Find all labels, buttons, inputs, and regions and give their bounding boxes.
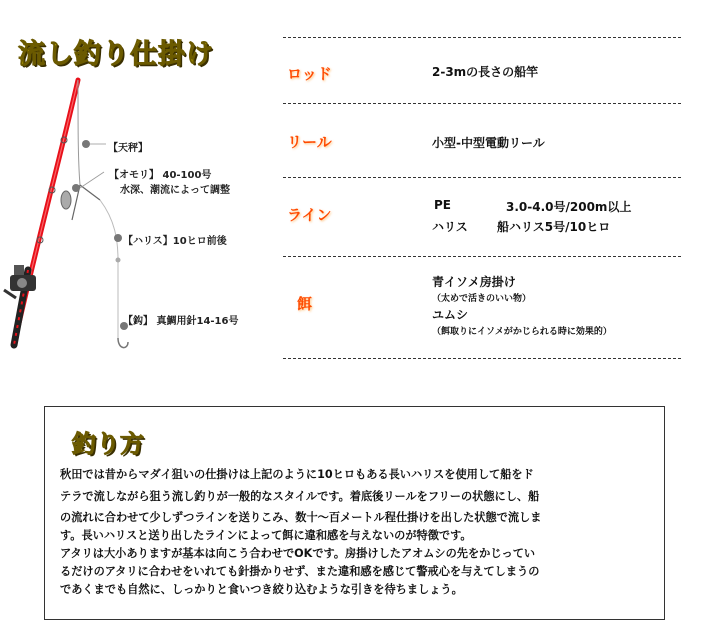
- spec-bait-item2-note: （餌取りにイソメがかじられる時に効果的）: [432, 327, 612, 337]
- method-line: す。長いハリスと送り出したラインによって餌に違和感を与えないのが特徴です。: [60, 529, 472, 542]
- method-line: 秋田では昔からマダイ狙いの仕掛けは上記のように10ヒロもある長いハリスを使用して船をド: [60, 468, 534, 481]
- spec-bait-item1-note: （太めで活きのいい物）: [432, 294, 532, 304]
- rod-illustration: [4, 80, 78, 345]
- method-line: の流れに合わせて少しずつラインを送りこみ、数十～百メートル程仕掛けを出した状態で流しま: [60, 511, 542, 524]
- spec-label-line: ライン: [287, 206, 332, 224]
- spec-bait-item1: 青イソメ房掛け: [432, 275, 516, 289]
- label-harisu: 【ハリス】10ヒロ前後: [123, 236, 227, 247]
- spec-label-rod: ロッド: [287, 65, 332, 83]
- spec-line-harisu-name: ハリス: [432, 220, 468, 234]
- label-tenbin: 【天秤】: [108, 143, 148, 154]
- divider: [283, 256, 681, 257]
- method-title: 釣り方: [72, 430, 144, 458]
- label-hari: 【鈎】 真鯛用針14-16号: [123, 316, 239, 327]
- spec-label-reel: リール: [287, 133, 332, 151]
- method-line: るだけのアタリに合わせをいれても針掛かりせず、また違和感を感じて警戒心を与えてしまうの: [60, 565, 540, 578]
- omori-marker: [72, 184, 80, 192]
- divider: [283, 177, 681, 178]
- method-line: テラで流しながら狙う流し釣りが一般的なスタイルです。着底後リールをフリーの状態にし、船: [60, 490, 540, 503]
- spec-label-bait: 餌: [297, 295, 313, 313]
- tenbin-marker: [82, 140, 90, 148]
- divider: [283, 103, 681, 104]
- label-omori-note: 水深、潮流によって調整: [120, 185, 230, 196]
- spec-value-rod: 2-3mの長さの船竿: [432, 65, 539, 79]
- divider: [283, 37, 681, 38]
- method-line: アタリは大小ありますが基本は向こう合わせでOKです。房掛けしたアオムシの先をかじってい: [60, 547, 536, 560]
- spec-value-reel: 小型-中型電動リール: [432, 136, 545, 150]
- label-omori: 【オモリ】 40-100号: [109, 170, 212, 181]
- page-title: 流し釣り仕掛け: [18, 39, 214, 70]
- divider: [283, 358, 681, 359]
- spec-bait-item2: ユムシ: [432, 308, 469, 322]
- spec-line-pe-name: PE: [434, 198, 451, 212]
- spec-line-harisu-value: 船ハリス5号/10ヒロ: [497, 220, 611, 234]
- spec-line-pe-value: 3.0-4.0号/200m以上: [506, 200, 632, 214]
- method-line: であくまでも自然に、しっかりと食いつき絞り込むような引きを待ちましょう。: [60, 583, 463, 596]
- harisu-marker: [114, 234, 122, 242]
